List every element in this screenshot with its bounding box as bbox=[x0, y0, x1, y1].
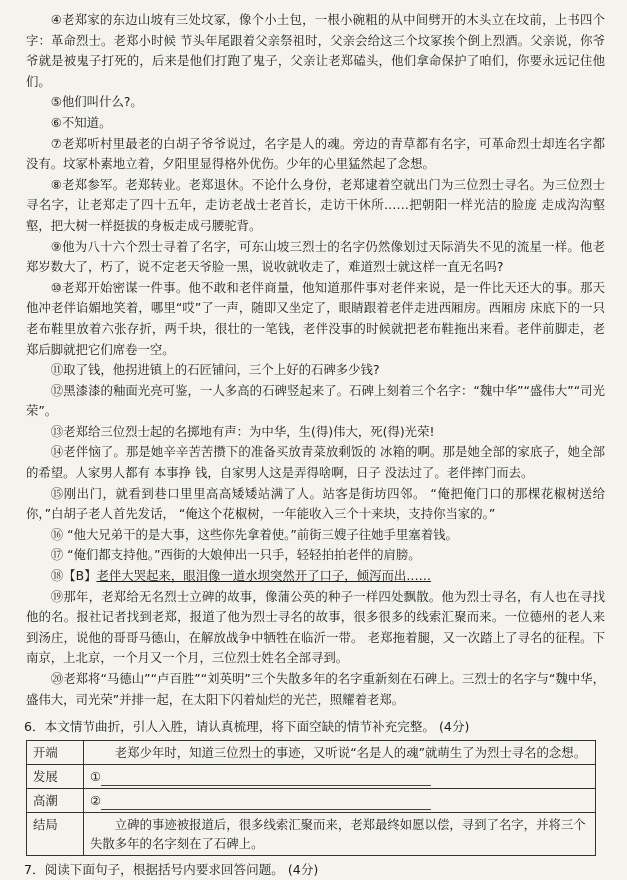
story-text bbox=[26, 10, 605, 710]
row-content bbox=[84, 741, 596, 765]
paragraph-15: ⑮刚出门，就看到巷口里里高高矮矮站满了人。站客是街坊四邻。 “俺把俺门口的那棵花椒树送给你，”白胡子老人首先发话， “俺这个花椒树，一年能收入三个十来块，支持你当家的。” bbox=[26, 485, 605, 522]
paragraph-18 bbox=[26, 566, 605, 587]
table-row bbox=[27, 741, 596, 765]
paragraph-5: ⑤他们叫什么?。 bbox=[50, 94, 143, 110]
row-content-text: 老郑少年时，知道三位烈士的事迹，又听说“名是人的魂”就萌生了为烈士寻名的念想。 bbox=[114, 745, 587, 761]
table-row bbox=[27, 765, 596, 789]
paragraph-13: ⑬老郑给三位烈士起的名掷地有声：为中华，生(得)伟大，死(得)光荣! bbox=[50, 423, 435, 439]
blank-line bbox=[101, 771, 431, 786]
table-row bbox=[27, 813, 596, 856]
question-6-title: 6．本文情节曲折，引人入胜，请认真梳理，将下面空缺的情节补充完整。 (4分) bbox=[24, 719, 470, 735]
paragraph-17: ⑰ “俺们都支持他。”西街的大娘伸出一只手，轻轻拍拍老伴的肩膀。 bbox=[50, 547, 421, 563]
table-row bbox=[27, 789, 596, 813]
question-7-title: 7．阅读下面句子，根据括号内要求回答问题。 (4分) bbox=[24, 862, 319, 878]
plot-table bbox=[26, 740, 596, 856]
row-content-text: 立碑的事迹被报道后，很多线索汇聚而来，老郑最终如愿以偿，寻到了名字，并将三个失散多年的名字刻在了石碑上。 bbox=[90, 817, 586, 852]
paragraph-7: ⑦老郑听村里最老的白胡子爷爷说过，名字是人的魂。旁边的青草都有名字，可革命烈士却连名字都没有。坟冢朴素地立着，夕阳里显得格外优伤。少年的心里猛然起了念想。 bbox=[26, 135, 605, 172]
paragraph-8: ⑧老郑参军。老郑转业。老郑退休。不论什么身份，老郑逮着空就出门为三位烈士寻名。为三位烈士寻名字，让老郑走了四十五年，走访老战士老首长，走访干休所……把朝阳一样光洁的脸庞 走成沟沟壑壑，把大树一样挺拔的身板走成弓腰驼背。 bbox=[26, 176, 605, 233]
row-label: 开端 bbox=[27, 741, 84, 765]
blank-number: ① bbox=[90, 769, 102, 785]
answer-blank-1[interactable] bbox=[84, 765, 596, 789]
paragraph-19: ⑲那年，老郑给无名烈士立碑的故事，像蒲公英的种子一样四处飘散。他为烈士寻名，有人也在寻找他的名。报社记者找到老郑，报道了他为烈士寻名的故事，很多很多的线索汇聚而来。一位德州的老人来到汤庄，说他的哥哥马德山，在解放战争中牺牲在临沂一带。 老郑拖着腿，又一次踏上了寻名的征程。下南京，上北京，一个月又一个月，三位烈士姓名全部寻到。 bbox=[26, 588, 605, 666]
paragraph-12: ⑫黑漆漆的釉面光亮可鉴，一人多高的石碑竖起来了。石碑上刻着三个名字：“魏中华”“盛伟大”“司光荣”。 bbox=[26, 382, 605, 419]
row-label: 高潮 bbox=[27, 789, 84, 813]
answer-blank-2[interactable] bbox=[84, 789, 596, 813]
paragraph-16: ⑯ “他大兄弟干的是大事，这些你先拿着使。”前街三嫂子往她手里塞着钱。 bbox=[50, 526, 458, 542]
row-label: 发展 bbox=[27, 765, 84, 789]
paragraph-18-mark: 【B】 bbox=[63, 568, 97, 584]
paragraph-14: ⑭老伴恼了。那是她辛辛苦苦攒下的准备买放青菜放剩饭的 冰箱的啊。那是她全部的家底子，她全部的希望。人家男人都有 本事挣 钱，自家男人这是弄得啥啊，日子 没法过了。老伴摔门而去。 bbox=[26, 444, 605, 481]
paragraph-18-number: ⑱ bbox=[50, 568, 64, 584]
paragraph-9: ⑨他为八十六个烈士寻着了名字，可东山坡三烈士的名字仍然像划过天际消失不见的流星一样。他老郑岁数大了，朽了，说不定老天爷脸一黑，说收就收走了，难道烈士就这样一直无名吗? bbox=[26, 238, 605, 275]
blank-line bbox=[101, 795, 431, 810]
row-content bbox=[84, 813, 596, 856]
blank-number: ② bbox=[90, 793, 102, 809]
paragraph-18-underlined: 老伴大哭起来，眼泪像一道水坝突然开了口子，倾泻而出…… bbox=[96, 568, 432, 584]
paragraph-4: ④老郑家的东边山坡有三处坟冢，像个小土包，一根小碗粗的从中间劈开的木头立在坟前，上书四个字：革命烈士。老郑小时候 节头年尾跟着父亲祭祖时，父亲会给这三个坟冢挨个倒上烈酒。父亲说，你爷爷就是被鬼子打死的，后来是他们打跑了鬼子，父亲让老郑磕头，他们拿命保护了咱们，你要永远记住他们。 bbox=[26, 12, 605, 89]
paragraph-6: ⑥不知道。 bbox=[50, 114, 112, 130]
paragraph-10: ⑩老郑开始密谋一件事。他不敢和老伴商量，他知道那件事对老伴来说，是一件比天还大的事。那天他冲老伴谄媚地笑着，哪里“哎”了一声，随即又坐定了，眼睛跟着老伴走进西厢房。西厢房 床底下的一只老布鞋里放着六张存折，两千块，很壮的一笔钱，老伴没事的时候就把老布鞋拖出来看。老伴前脚走，老郑后脚就把它们席卷一空。 bbox=[26, 279, 605, 357]
paragraph-11: ⑪取了钱，他拐进镇上的石匠铺问，三个上好的石碑多少钱? bbox=[50, 362, 380, 378]
row-label: 结局 bbox=[27, 813, 84, 856]
paragraph-20: ⑳老郑将“马德山”“卢百胜”“刘英明”三个失散多年的名字重新刻在石碑上。三烈士的名字与“魏中华，盛伟大，司光荣”并排一起，在太阳下闪着灿烂的光芒，照耀着老郑。 bbox=[26, 671, 605, 707]
